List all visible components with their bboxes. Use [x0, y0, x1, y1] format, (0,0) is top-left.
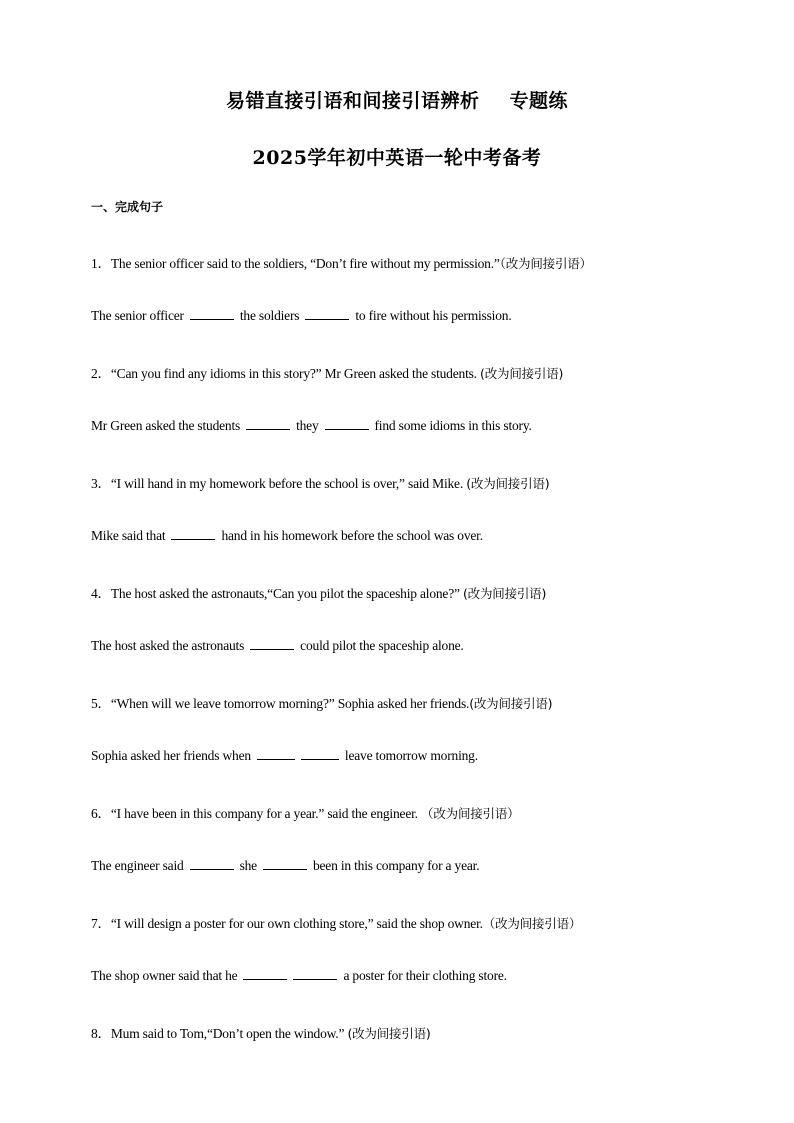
answer-blank[interactable]	[325, 417, 369, 430]
answer-blank[interactable]	[293, 967, 337, 980]
question-1-prompt: 1．The senior officer said to the soldiers, “Don’t fire without my permission.”（改为间接引语）	[91, 256, 592, 271]
answer-blank[interactable]	[246, 417, 290, 430]
question-1-answer: The senior officer the soldiers to fire without his permission.	[91, 308, 512, 323]
question-6-answer: The engineer said she been in this company for a year.	[91, 858, 480, 873]
answer-blank[interactable]	[305, 307, 349, 320]
answer-blank[interactable]	[301, 747, 339, 760]
question-2-prompt: 2．“Can you find any idioms in this story?” Mr Green asked the students. (改为间接引语)	[91, 366, 564, 381]
question-7-answer: The shop owner said that he a poster for their clothing store.	[91, 968, 507, 983]
instruction-tag: (改为间接引语)	[469, 696, 553, 711]
instruction-tag: （改为间接引语）	[421, 806, 520, 821]
answer-blank[interactable]	[190, 307, 234, 320]
answer-blank[interactable]	[171, 527, 215, 540]
question-2-answer: Mr Green asked the students they find some idioms in this story.	[91, 418, 532, 433]
question-7-prompt: 7．“I will design a poster for our own clothing store,” said the shop owner.（改为间接引语）	[91, 916, 582, 931]
answer-blank[interactable]	[243, 967, 287, 980]
title-suffix: 专题练	[509, 90, 569, 112]
question-8-prompt: 8．Mum said to Tom,“Don’t open the window.” (改为间接引语)	[91, 1026, 431, 1041]
document-subtitle: 2025学年初中英语一轮中考备考	[252, 147, 542, 169]
question-4-prompt: 4．The host asked the astronauts,“Can you pilot the spaceship alone?” (改为间接引语)	[91, 586, 547, 601]
question-5-answer: Sophia asked her friends when leave tomorrow morning.	[91, 748, 478, 763]
instruction-tag: (改为间接引语)	[480, 366, 564, 381]
instruction-tag: (改为间接引语)	[347, 1026, 431, 1041]
question-4-answer: The host asked the astronauts could pilot the spaceship alone.	[91, 638, 464, 653]
answer-blank[interactable]	[190, 857, 234, 870]
document-title	[0, 86, 794, 113]
title-main: 易错直接引语和间接引语辨析	[225, 90, 480, 112]
answer-blank[interactable]	[257, 747, 295, 760]
answer-blank[interactable]	[250, 637, 294, 650]
question-3-answer: Mike said that hand in his homework before the school was over.	[91, 528, 483, 543]
instruction-tag: (改为间接引语)	[463, 586, 547, 601]
question-3-prompt: 3．“I will hand in my homework before the school is over,” said Mike. (改为间接引语)	[91, 476, 550, 491]
answer-blank[interactable]	[263, 857, 307, 870]
section-heading: 一、完成句子	[91, 200, 164, 214]
instruction-tag: (改为间接引语)	[466, 476, 550, 491]
question-5-prompt: 5．“When will we leave tomorrow morning?” Sophia asked her friends.(改为间接引语)	[91, 696, 553, 711]
instruction-tag: （改为间接引语）	[482, 916, 582, 931]
instruction-tag: （改为间接引语）	[499, 256, 592, 271]
question-6-prompt: 6．“I have been in this company for a year.” said the engineer. （改为间接引语）	[91, 806, 520, 821]
